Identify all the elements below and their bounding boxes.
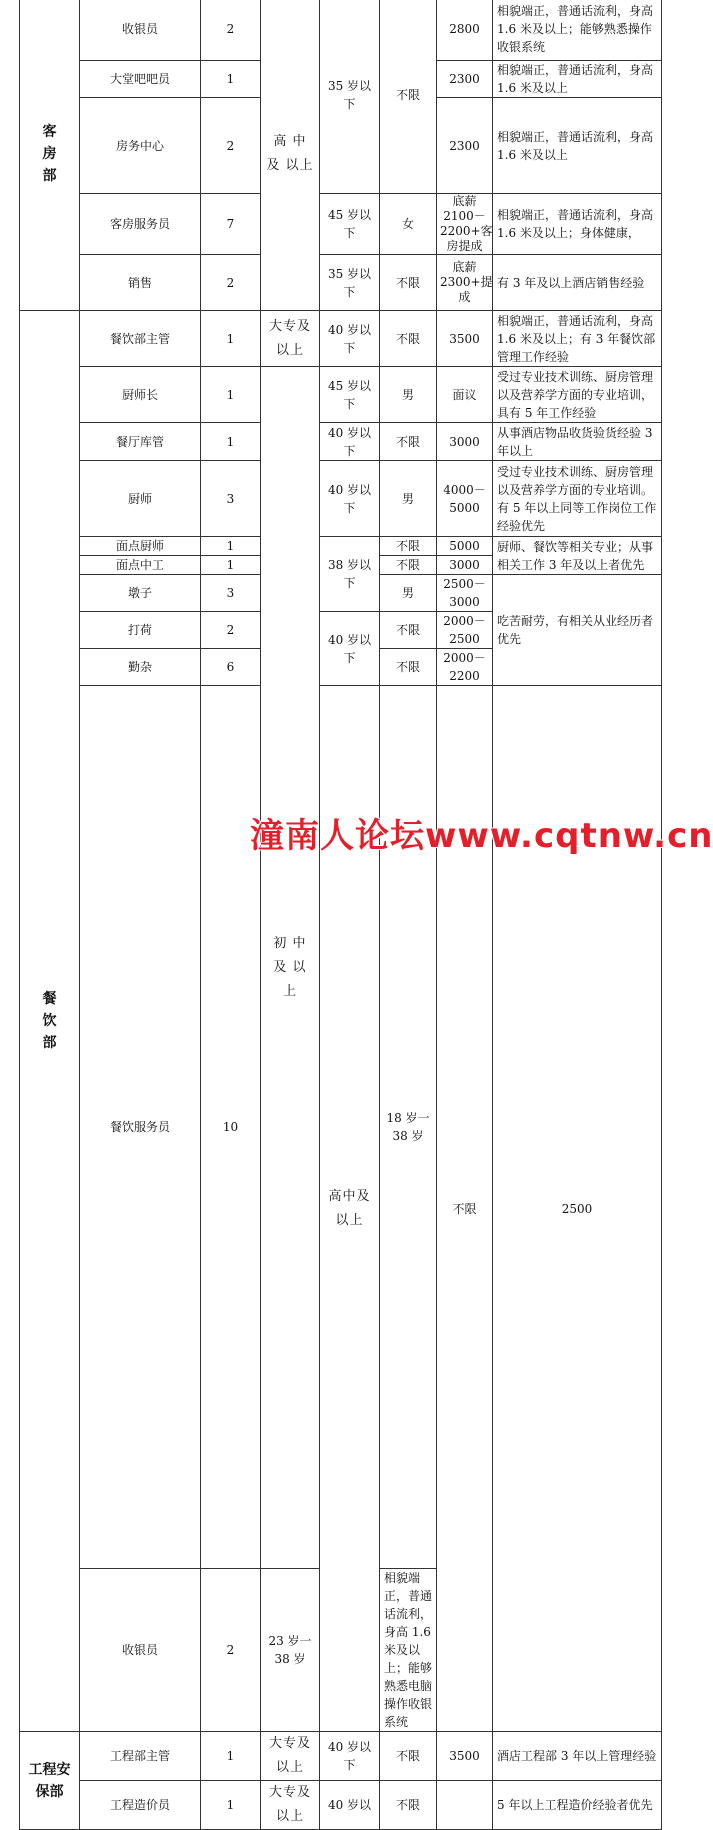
requirement-cell: 厨师、餐饮等相关专业；从事相关工作 3 年及以上者优先 xyxy=(493,537,662,575)
position-cell: 餐饮部主管 xyxy=(80,311,201,367)
count-cell: 2 xyxy=(201,0,261,61)
salary-cell xyxy=(437,1781,493,1830)
count-cell: 2 xyxy=(201,98,261,194)
gender-cell: 男 xyxy=(380,461,437,537)
age-cell: 35 岁以下 xyxy=(320,0,380,194)
count-cell: 3 xyxy=(201,575,261,612)
table-row xyxy=(20,461,662,537)
gender-cell: 不限 xyxy=(380,537,437,556)
education-cell: 高中及以上 xyxy=(320,686,380,1732)
position-cell: 房务中心 xyxy=(80,98,201,194)
position-cell: 勤杂 xyxy=(80,649,201,686)
requirement-cell: 相貌端正，普通话流利，身高 1.6 米及以上；身体健康， xyxy=(493,194,662,255)
salary-cell: 2300 xyxy=(437,98,493,194)
count-cell: 1 xyxy=(201,311,261,367)
education-cell: 大专及以上 xyxy=(261,1732,320,1781)
gender-cell: 不限 xyxy=(380,0,437,194)
salary-cell: 4000－5000 xyxy=(437,461,493,537)
requirement-cell: 5 年以上工程造价经验者优先 xyxy=(493,1781,662,1830)
position-cell: 大堂吧吧员 xyxy=(80,61,201,98)
requirement-cell: 受过专业技术训练、厨房管理以及营养学方面的专业培训，具有 5 年工作经验 xyxy=(493,367,662,423)
salary-cell: 2300 xyxy=(437,61,493,98)
position-cell: 客房服务员 xyxy=(80,194,201,255)
age-cell: 35 岁以下 xyxy=(320,255,380,311)
count-cell: 10 xyxy=(201,686,261,1569)
requirement-cell: 相貌端正，普通话流利，身高 1.6 米及以上 xyxy=(493,61,662,98)
age-cell: 40 岁以下 xyxy=(320,461,380,537)
education-cell: 初 中 及 以 上 xyxy=(261,367,320,1569)
gender-cell: 男 xyxy=(380,575,437,612)
count-cell: 2 xyxy=(201,612,261,649)
position-cell: 收银员 xyxy=(80,1569,201,1732)
table-row xyxy=(20,537,662,556)
position-cell: 厨师长 xyxy=(80,367,201,423)
salary-cell: 2800 xyxy=(437,0,493,61)
age-cell: 18 岁一 38 岁 xyxy=(380,686,437,1569)
department-cell: 餐 饮 部 xyxy=(20,311,80,1732)
requirement-cell: 相貌端正，普通话流利，身高 1.6 米及以上 xyxy=(493,98,662,194)
salary-cell: 2000－2200 xyxy=(437,649,493,686)
age-cell: 23 岁一 38 岁 xyxy=(261,1569,320,1732)
gender-cell: 不限 xyxy=(380,311,437,367)
position-cell: 打荷 xyxy=(80,612,201,649)
department-cell: 工程安 保部 xyxy=(20,1732,80,1830)
table-row xyxy=(20,311,662,367)
position-cell: 面点厨师 xyxy=(80,537,201,556)
gender-cell: 不限 xyxy=(437,686,493,1732)
table-row xyxy=(20,367,662,423)
salary-cell: 底薪 2300+提成 xyxy=(437,255,493,311)
gender-cell: 不限 xyxy=(380,255,437,311)
position-cell: 墩子 xyxy=(80,575,201,612)
education-cell: 大专及以上 xyxy=(261,311,320,367)
count-cell: 2 xyxy=(201,255,261,311)
age-cell: 40 岁以下 xyxy=(320,311,380,367)
salary-cell: 2500 xyxy=(493,686,662,1732)
position-cell: 厨师 xyxy=(80,461,201,537)
table-row xyxy=(20,1781,662,1830)
count-cell: 1 xyxy=(201,537,261,556)
position-cell: 餐饮服务员 xyxy=(80,686,201,1569)
gender-cell: 不限 xyxy=(380,612,437,649)
age-cell: 45 岁以下 xyxy=(320,194,380,255)
salary-cell: 2500－3000 xyxy=(437,575,493,612)
department-cell: 客 房 部 xyxy=(20,0,80,311)
gender-cell: 不限 xyxy=(380,1781,437,1830)
gender-cell: 不限 xyxy=(380,423,437,461)
education-cell: 高 中 及 以上 xyxy=(261,0,320,311)
age-cell: 45 岁以下 xyxy=(320,367,380,423)
position-cell: 收银员 xyxy=(80,0,201,61)
salary-cell: 底薪 2100－2200+客房提成 xyxy=(437,194,493,255)
position-cell: 销售 xyxy=(80,255,201,311)
table-row xyxy=(20,194,662,255)
position-cell: 面点中工 xyxy=(80,556,201,575)
count-cell: 2 xyxy=(201,1569,261,1732)
age-cell: 40 岁以下 xyxy=(320,1732,380,1781)
salary-cell: 3500 xyxy=(437,311,493,367)
requirement-cell: 相貌端正，普通话流利，身高 1.6 米及以上；能够熟悉电脑操作收银系统 xyxy=(380,1569,437,1732)
gender-cell: 不限 xyxy=(380,556,437,575)
salary-cell: 3000 xyxy=(437,556,493,575)
salary-cell: 5000 xyxy=(437,537,493,556)
table-row xyxy=(20,1732,662,1781)
table-row xyxy=(20,255,662,311)
salary-cell: 面议 xyxy=(437,367,493,423)
recruitment-table xyxy=(19,0,662,1830)
count-cell: 1 xyxy=(201,556,261,575)
requirement-cell: 受过专业技术训练、厨房管理以及营养学方面的专业培训。有 5 年以上同等工作岗位工作经验优先 xyxy=(493,461,662,537)
requirement-cell: 有 3 年及以上酒店销售经验 xyxy=(493,255,662,311)
requirement-cell: 吃苦耐劳，有相关从业经历者优先 xyxy=(493,575,662,686)
position-cell: 工程造价员 xyxy=(80,1781,201,1830)
count-cell: 1 xyxy=(201,1781,261,1830)
requirement-cell: 相貌端正，普通话流利，身高 1.6 米及以上；能够熟悉操作收银系统 xyxy=(493,0,662,61)
table-row xyxy=(20,423,662,461)
requirement-cell: 酒店工程部 3 年以上管理经验 xyxy=(493,1732,662,1781)
salary-cell: 3500 xyxy=(437,1732,493,1781)
count-cell: 1 xyxy=(201,423,261,461)
position-cell: 餐厅库管 xyxy=(80,423,201,461)
gender-cell: 男 xyxy=(380,367,437,423)
age-cell: 40 岁以下 xyxy=(320,612,380,686)
count-cell: 3 xyxy=(201,461,261,537)
count-cell: 1 xyxy=(201,1732,261,1781)
count-cell: 7 xyxy=(201,194,261,255)
gender-cell: 女 xyxy=(380,194,437,255)
gender-cell: 不限 xyxy=(380,1732,437,1781)
age-cell: 40 岁以下 xyxy=(320,423,380,461)
count-cell: 6 xyxy=(201,649,261,686)
requirement-cell: 相貌端正，普通话流利，身高 1.6 米及以上；有 3 年餐饮部管理工作经验 xyxy=(493,311,662,367)
requirement-cell: 从事酒店物品收货验货经验 3 年以上 xyxy=(493,423,662,461)
count-cell: 1 xyxy=(201,61,261,98)
education-cell: 大专及以上 xyxy=(261,1781,320,1830)
position-cell: 工程部主管 xyxy=(80,1732,201,1781)
count-cell: 1 xyxy=(201,367,261,423)
age-cell: 38 岁以下 xyxy=(320,537,380,612)
site-watermark: 潼南人论坛www.cqtnw.cn xyxy=(250,816,713,856)
salary-cell: 3000 xyxy=(437,423,493,461)
age-cell: 40 岁以 xyxy=(320,1781,380,1830)
table-row xyxy=(20,0,662,61)
gender-cell: 不限 xyxy=(380,649,437,686)
salary-cell: 2000－2500 xyxy=(437,612,493,649)
